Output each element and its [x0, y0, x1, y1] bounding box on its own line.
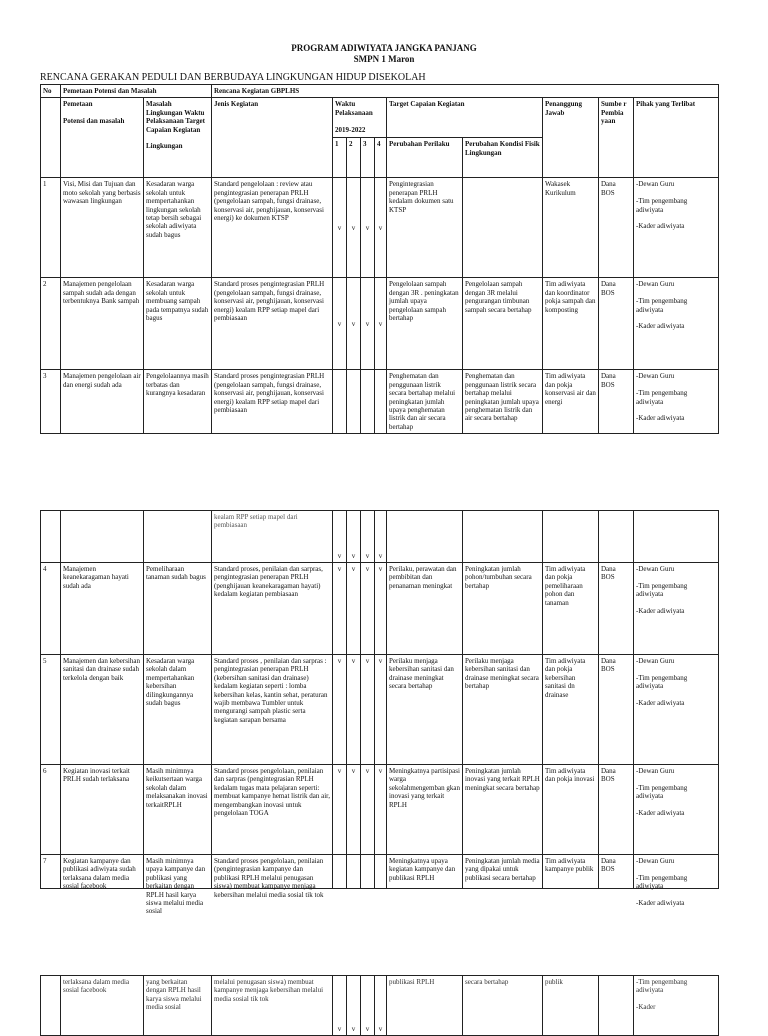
- row-no: 2: [41, 278, 61, 370]
- row-fisik: Peningkatan jumlah media yang dipakai untuk publikasi secara bertahap: [465, 857, 540, 882]
- row-check: v: [361, 976, 375, 1036]
- school-name: SMPN 1 Maron: [353, 54, 415, 64]
- row-fisik: Peningkatan jumlah pohon/tumbuhan secara bertahap: [463, 563, 543, 655]
- row-check: v: [375, 178, 387, 278]
- row-check: v: [375, 655, 387, 765]
- header-w4: 4: [375, 138, 387, 178]
- row-check: v: [361, 563, 375, 655]
- row-check: v: [333, 511, 347, 563]
- header-pihak: Pihak yang Terlibat: [634, 98, 719, 178]
- row-check: v: [361, 655, 375, 765]
- row-jenis: Standard proses pengelolaan, penilaian dan sarpras (pengintegrasian RPLH kedalam tugas mata pelajaran seperti: membuat kampanye hemat listrik dan air, mengembangkan inovasi untuk pengelolaan TOGA: [212, 765, 333, 855]
- row-masalah: Kesadaran warga sekolah dalam mempertahankan kebersihan dilingkungannya sudah bagus: [144, 655, 212, 765]
- row-perilaku: Perilaku, perawatan dan pembibitan dan penanaman meningkat: [387, 563, 463, 655]
- header-target: Target Capaian Kegiatan: [387, 98, 543, 138]
- row-jenis: Standard proses pengintegrasian PRLH (pengelolaan sampah, fungsi drainase, konservasi air, penghijauan, konservasi energi) kealam RPP setiap mapel dari pembiasaan: [212, 370, 333, 434]
- row-no: 7: [41, 855, 61, 889]
- row-pemetaan: Manajemen dan kebersihan sanitasi dan drainase sudah terkelola dengan baik: [61, 655, 144, 765]
- table-row: [41, 655, 719, 765]
- row-pemetaan: Visi, Misi dan Tujuan dan moto sekolah yang berbasis wawasan lingkungan: [61, 178, 144, 278]
- row-pihak: -Dewan Guru -Tim pengembang adiwiyata -Kader adiwiyata: [634, 278, 719, 370]
- row-check: v: [375, 511, 387, 563]
- row-check: v: [347, 765, 361, 855]
- row-perilaku: Penghematan dan penggunaan listrik secara bertahap melalui peningkatan jumlah upaya penghematan listrik dan air secara bertahap: [387, 370, 463, 434]
- row-masalah: Masih minimnya upaya kampanye dan publikasi yang berkaitan dengan RPLH hasil karya siswa melalui media sosial: [146, 857, 206, 916]
- table-row-continued: kealam RPP setiap mapel dari pembiasaan v v v v: [41, 511, 719, 563]
- plan-table-page-3: [40, 975, 719, 1036]
- row-pihak: -Dewan Guru -Tim pengembang adiwiyata -Kader adiwiyata: [634, 765, 719, 855]
- row-no: 1: [41, 178, 61, 278]
- row-fisik: Pengelolaan sampah dengan 3R melalui pengurangan timbunan sampah secara bertahap: [463, 278, 543, 370]
- row-masalah: Masih minimnya keikutsertaan warga sekolah dalam melaksanakan inovasi terkaitRPLH: [144, 765, 212, 855]
- row-check: v: [361, 278, 375, 370]
- table-row: [41, 278, 719, 370]
- header-no: No: [41, 85, 61, 98]
- row-pihak: -Dewan Guru -Tim pengembang adiwiyata -Kader adiwiyata: [634, 370, 719, 434]
- row-check: v: [333, 976, 347, 1036]
- row-penanggung: Tim adiwiyata dan koordinator pokja sampah dan komposting: [543, 278, 599, 370]
- header-w3: 3: [361, 138, 375, 178]
- row-check: v: [361, 178, 375, 278]
- row-masalah: Pengelolaannya masih terbatas dan kurangnya kesadaran: [144, 370, 212, 434]
- header-pemetaan-group: Pemetaan Potensi dan Masalah: [61, 85, 212, 98]
- row-no: 6: [41, 765, 61, 855]
- row-check: v: [333, 765, 347, 855]
- row-pemetaan: Manajemen pengelolaan air dan energi sudah ada: [61, 370, 144, 434]
- row-jenis: Standard proses , penilaian dan sarpras : pengintegrasian penerapan PRLH (kebersihan sanitasi dan drainase) kedalam kegiatan seperti : lomba kebersihan kelas, kantin sehat, peraturan wajib membawa Tumbler untuk mengurangi sampah plastic serta kegiatan sarapan bersama: [212, 655, 333, 765]
- row-check: v: [347, 511, 361, 563]
- row-perilaku: Perilaku menjaga kebersihan sanitasi dan drainase meningkat secara bertahap: [387, 655, 463, 765]
- row-sumber: Dana BOS: [599, 278, 634, 370]
- table-row: [41, 563, 719, 655]
- row-penanggung: Wakasek Kurikulum: [543, 178, 599, 278]
- plan-table-page-2: [40, 510, 719, 916]
- header-w1: 1: [333, 138, 347, 178]
- row-check: v: [347, 655, 361, 765]
- header-fisik: Perubahan Kondisi Fisik Lingkungan: [463, 138, 543, 178]
- row-sumber: Dana BOS: [599, 178, 634, 278]
- row-fisik: Penghematan dan penggunaan listrik secara bertahap melalui peningkatan jumlah upaya penghematan listrik dan air secara bertahap: [463, 370, 543, 434]
- row-check: v: [375, 976, 387, 1036]
- row-penanggung: Tim adiwiyata dan pokja pemeliharaan pohon dan tanaman: [543, 563, 599, 655]
- row-penanggung: Tim adiwiyata kampanye publik: [545, 857, 594, 874]
- document-subtitle: RENCANA GERAKAN PEDULI DAN BERBUDAYA LINGKUNGAN HIDUP DISEKOLAH: [40, 72, 426, 83]
- row-pemetaan: Kegiatan kampanye dan publikasi adiwiyata sudah terlaksana dalam media sosial facebook: [63, 857, 136, 891]
- row-penanggung: Tim adiwiyata dan pokja inovasi: [543, 765, 599, 855]
- row-sumber: Dana BOS: [599, 855, 634, 889]
- header-waktu: Waktu Pelaksanaan 2019-2022: [333, 98, 387, 138]
- row-masalah: Pemeliharaan tanaman sudah bagus: [144, 563, 212, 655]
- row-fisik: Perilaku menjaga kebersihan sanitasi dan drainase meningkat secara bertahap: [463, 655, 543, 765]
- row-check: v: [361, 511, 375, 563]
- row-pihak: -Dewan Guru -Tim pengembang adiwiyata -Kader adiwiyata: [634, 655, 719, 765]
- row-perilaku: Pengintegrasian penerapan PRLH kedalam dokumen satu KTSP: [387, 178, 463, 278]
- row-penanggung: Tim adiwiyata dan pokja kebersihan sanitasi dn drainase: [543, 655, 599, 765]
- row-perilaku: Meningkatnya upaya kegiatan kampanye dan publikasi RPLH: [389, 857, 456, 882]
- header-w2: 2: [347, 138, 361, 178]
- plan-table-page-1: [40, 84, 719, 434]
- row-check: v: [361, 765, 375, 855]
- row-pemetaan: Manajemen keanekaragaman hayati sudah ada: [61, 563, 144, 655]
- row-pemetaan: Manajemen pengelolaan sampah sudah ada dengan terbentuknya Bank sampah: [61, 278, 144, 370]
- row-no: 5: [41, 655, 61, 765]
- row-check: v: [375, 765, 387, 855]
- row-check: v: [375, 278, 387, 370]
- table-row: [41, 370, 719, 434]
- table-row: [41, 855, 719, 889]
- row-perilaku: Meningkatnya partisipasi warga sekolahmengemban gkan inovasi yang terkait RPLH: [387, 765, 463, 855]
- header-perilaku: Perubahan Perilaku: [387, 138, 463, 178]
- row-masalah: Kesadaran warga sekolah untuk membuang sampah pada tempatnya sudah bagus: [144, 278, 212, 370]
- table-row: [41, 765, 719, 855]
- row-sumber: Dana BOS: [599, 655, 634, 765]
- header-rencana-group: Rencana Kegiatan GBPLHS: [212, 85, 719, 98]
- row-jenis: Standard proses pengintegrasian PRLH (pengelolaan sampah, fungsi drainase, konservasi air, penghijauan, konservasi energi) kealam RPP setiap mapel dari pembiasaan: [212, 278, 333, 370]
- row-sumber: Dana BOS: [599, 765, 634, 855]
- row-jenis: Standard pengelolaan : review atau pengintegrasian penerapan PRLH (pengelolaan sampah, fungsi drainase, konservasi air, penghijauan, konservasi energi) ke dokumen KTSP: [212, 178, 333, 278]
- row-check: v: [347, 178, 361, 278]
- row-jenis: Standard proses, penilaian dan sarpras, pengintegrasian penerapan PRLH (penghijauan keanekaragaman hayati) kedalam kegiatan pembiasaan: [212, 563, 333, 655]
- row-pihak: -Dewan Guru -Tim pengembang adiwiyata -Kader adiwiyata: [634, 563, 719, 655]
- document-title: PROGRAM ADIWIYATA JANGKA PANJANG: [291, 43, 477, 53]
- row-masalah: Kesadaran warga sekolah untuk mempertahankan lingkungan sekolah tetap bersih sebagai sekolah adiwiyata sudah bagus: [144, 178, 212, 278]
- row-sumber: Dana BOS: [599, 563, 634, 655]
- row-check: v: [333, 178, 347, 278]
- header-masalah: Masalah Lingkungan Waktu Pelaksanaan Target Capaian Kegiatan Lingkungan: [144, 98, 212, 178]
- row-no: 4: [41, 563, 61, 655]
- row-check: v: [333, 278, 347, 370]
- row-check: v: [347, 278, 361, 370]
- header-jenis-kegiatan: Jenis Kegiatan: [212, 98, 333, 178]
- row-no: 3: [41, 370, 61, 434]
- header-penanggung-jawab: Penanggung Jawab: [543, 98, 599, 178]
- row-fisik: [463, 178, 543, 278]
- row-penanggung: Tim adiwiyata dan pokja konservasi air dan energi: [543, 370, 599, 434]
- header-sumber: Sumbe r Pembia yaan: [599, 98, 634, 178]
- row-perilaku: Pengelolaan sampah dengan 3R . peningkatan jumlah upaya pengelolaan sampah bertahap: [387, 278, 463, 370]
- row-check: v: [347, 563, 361, 655]
- row-fisik: Peningkatan jumlah inovasi yang terkait RPLH meningkat secara bertahap: [463, 765, 543, 855]
- table-row-continued: terlaksana dalam media sosial facebook yang berkaitan dengan RPLH hasil karya siswa melalui media sosial melalui penugasan siswa) membuat kampanye menjaga kebersihan melalui media sosial tik tok v v v v publikasi RPLH secara bertahap publik -Tim pengembang adiwiyata -Kader: [41, 976, 719, 1036]
- row-check: v: [375, 563, 387, 655]
- row-check: v: [347, 976, 361, 1036]
- row-pemetaan: Kegiatan inovasi terkait PRLH sudah terlaksana: [61, 765, 144, 855]
- row-sumber: Dana BOS: [599, 370, 634, 434]
- row-check: v: [333, 563, 347, 655]
- row-check: v: [333, 655, 347, 765]
- row-pihak: -Dewan Guru -Tim pengembang adiwiyata -Kader adiwiyata: [634, 178, 719, 278]
- table-row: [41, 178, 719, 278]
- row-pihak: -Dewan Guru -Tim pengembang adiwiyata -Kader adiwiyata: [636, 857, 688, 907]
- row-jenis: Standard proses pengelolaan, penilaian (pengintegrasian kampanye dan publikasi RPLH melalui penugasan siswa) membuat kampanye menjaga kebersihan melalui media sosial tik tok: [214, 857, 324, 899]
- header-pemetaan: Pemetaan Potensi dan masalah: [61, 98, 144, 178]
